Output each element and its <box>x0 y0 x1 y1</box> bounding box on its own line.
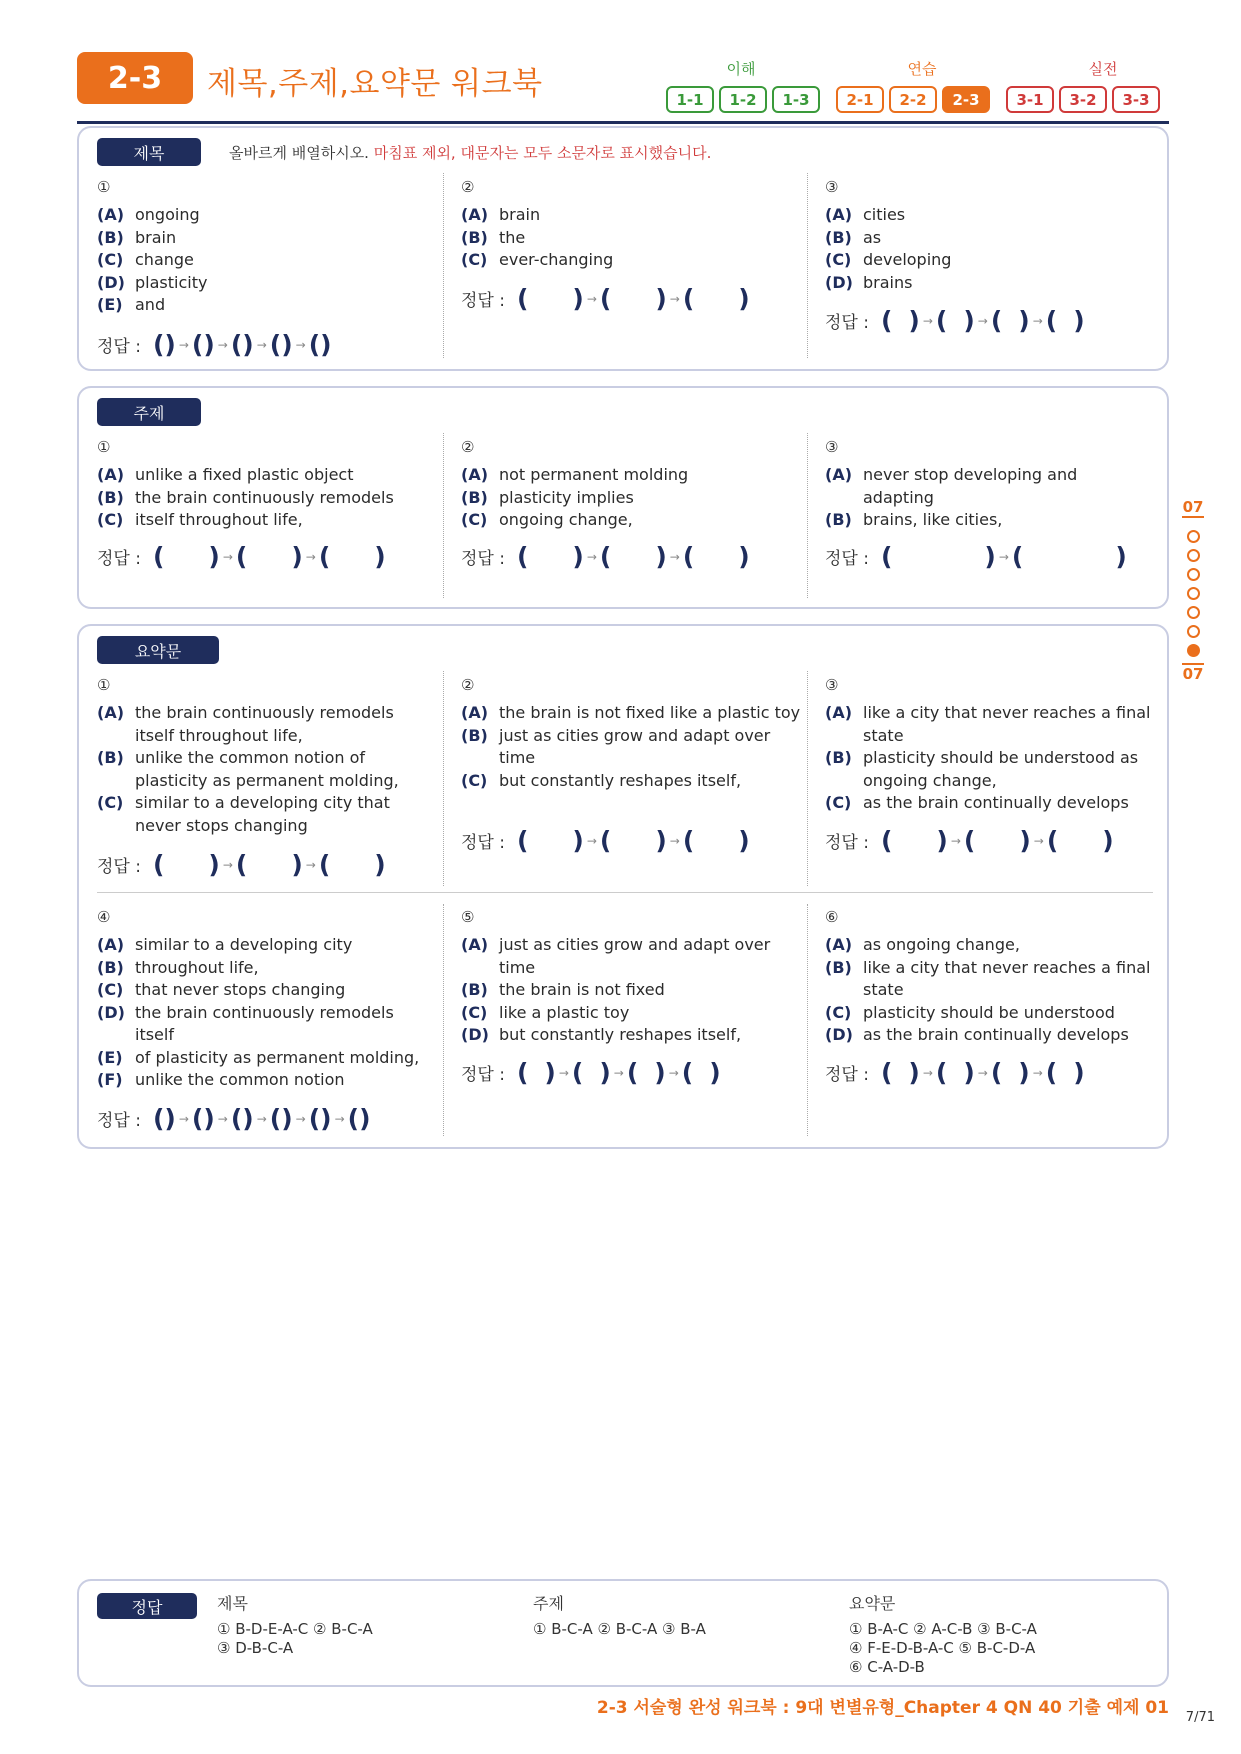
row-separator <box>97 892 1153 893</box>
answer-key-title: 제목 ① B-D-E-A-C ② B-C-A ③ D-B-C-A <box>217 1594 373 1657</box>
option-text: itself throughout life, <box>135 510 303 529</box>
option-item <box>97 792 437 837</box>
option-text: as the brain continually develops <box>863 793 1129 812</box>
option-text: of plasticity as permanent molding, <box>135 1047 420 1067</box>
option-item <box>97 227 437 250</box>
progress-dot <box>1187 587 1200 600</box>
progress-dot <box>1187 549 1200 562</box>
column-divider <box>443 433 444 598</box>
option-item <box>461 1002 801 1025</box>
column-divider <box>443 904 444 1136</box>
option-label: (D) <box>97 272 125 292</box>
option-text: like a city that never reaches a final state <box>863 957 1151 999</box>
answer-row[interactable]: 정답 : ( ) → ( ) → ( ) <box>97 850 386 879</box>
option-item <box>461 249 801 272</box>
option-text: the brain continuously remodels itself throughout life, <box>135 703 394 745</box>
option-text: the brain continuously remodels itself <box>135 1002 394 1044</box>
option-item <box>825 792 1155 815</box>
step-1-1[interactable]: 1-1 <box>666 86 714 113</box>
answer-key-tag: 정답 <box>97 1593 197 1619</box>
option-text: brain <box>135 227 177 247</box>
option-item <box>825 509 1145 532</box>
summary-q3: ③ (A) like a city that never reaches a final state (B) plasticity should be understood as ongoing change, (C) as the brain continually develops <box>825 676 1155 815</box>
option-label: (A) <box>461 465 489 484</box>
option-text: plasticity should be understood as ongoing change, <box>863 748 1139 790</box>
option-text: brains <box>863 272 913 292</box>
option-text: developing <box>863 250 952 269</box>
answer-row[interactable]: 정답 : ( ) → ( ) <box>825 542 1127 571</box>
option-text: unlike the common notion of plasticity as permanent molding, <box>135 748 399 790</box>
option-text: brains, like cities, <box>863 510 1003 529</box>
option-text: plasticity should be understood <box>863 1002 1115 1022</box>
option-item <box>461 509 801 532</box>
theme-q3: ③ (A) never stop developing and adapting (B) brains, like cities, <box>825 438 1145 532</box>
theme-section <box>77 386 1169 609</box>
option-item <box>97 979 437 1002</box>
option-label: (B) <box>825 748 852 767</box>
group-label-practice: 연습 <box>907 60 937 78</box>
option-label: (D) <box>825 1025 853 1044</box>
step-3-2[interactable]: 3-2 <box>1059 86 1107 113</box>
side-page-bottom: 07 <box>1182 665 1204 683</box>
title-q2: ② (A) brain (B) the (C) ever-changing <box>461 178 801 272</box>
option-item <box>97 204 437 227</box>
footer-title: 2-3 서술형 완성 워크북 : 9대 변별유형_Chapter 4 QN 40 기출 예제 01 <box>596 1698 1169 1718</box>
section-tag-summary: 요약문 <box>97 636 219 664</box>
option-label: (B) <box>97 227 124 247</box>
lesson-badge: 2-3 <box>77 52 193 104</box>
progress-dot-active <box>1187 644 1200 657</box>
option-label: (D) <box>825 272 853 292</box>
option-label: (C) <box>461 510 488 529</box>
summary-q1: ① (A) the brain continuously remodels itself throughout life, (B) unlike the common notion of plasticity as permanent molding, (C) similar to a developing city that never stops changing <box>97 676 437 837</box>
option-text: unlike the common notion <box>135 1070 345 1089</box>
option-text: similar to a developing city <box>135 935 353 954</box>
page-number: 7/71 <box>1185 1710 1215 1725</box>
step-1-2[interactable]: 1-2 <box>719 86 767 113</box>
option-label: (B) <box>97 957 124 977</box>
option-text: and <box>135 295 166 314</box>
answer-row[interactable]: 정답 : ( ) → ( ) → ( ) → ( ) → ( ) → ( ) <box>97 1104 371 1133</box>
option-label: (C) <box>461 1002 488 1022</box>
option-label: (A) <box>461 935 489 954</box>
step-2-3[interactable]: 2-3 <box>942 86 990 113</box>
option-item <box>97 249 437 272</box>
answer-key <box>77 1579 1169 1687</box>
option-label: (E) <box>97 1047 123 1067</box>
section-tag-title: 제목 <box>97 138 201 166</box>
option-label: (B) <box>825 957 852 977</box>
header-rule <box>77 121 1169 124</box>
option-text: like a plastic toy <box>499 1002 630 1022</box>
answer-key-summary: 요약문 ① B-A-C ② A-C-B ③ B-C-A ④ F-E-D-B-A-C ⑤ B-C-D-A ⑥ C-A-D-B <box>849 1594 1037 1676</box>
option-label: (C) <box>825 250 852 269</box>
option-item <box>461 702 801 725</box>
page-title: 제목,주제,요약문 워크북 <box>207 66 543 102</box>
option-label: (C) <box>97 793 124 812</box>
section-tag-theme: 주제 <box>97 398 201 426</box>
answer-row[interactable]: 정답 : ( ) → ( ) → ( ) <box>461 284 750 313</box>
option-label: (A) <box>461 205 489 224</box>
side-page-top: 07 <box>1182 498 1204 516</box>
option-item <box>825 204 1165 227</box>
progress-dot <box>1187 606 1200 619</box>
option-text: ongoing <box>135 205 200 224</box>
option-item <box>97 747 437 792</box>
column-divider <box>807 173 808 358</box>
option-item <box>461 204 801 227</box>
option-item <box>97 702 437 747</box>
answer-row[interactable]: 정답 : ( ) → ( ) → ( ) → ( ) <box>825 1058 1085 1087</box>
option-text: brain <box>499 205 541 224</box>
option-text: the brain is not fixed <box>499 980 665 999</box>
answer-key-theme: 주제 ① B-C-A ② B-C-A ③ B-A <box>533 1594 706 1638</box>
option-label: (B) <box>461 227 488 247</box>
answer-row[interactable]: 정답 : ( ) → ( ) → ( ) → ( ) → ( ) <box>97 330 332 359</box>
option-text: just as cities grow and adapt over time <box>499 725 771 767</box>
option-label: (A) <box>825 205 853 224</box>
option-label: (A) <box>97 935 125 954</box>
option-label: (B) <box>825 510 852 529</box>
option-label: (F) <box>97 1070 123 1089</box>
answer-row[interactable]: 정답 : ( ) → ( ) → ( ) <box>825 826 1114 855</box>
option-item <box>825 464 1145 509</box>
group-label-understand: 이해 <box>726 60 756 78</box>
option-item <box>97 1069 437 1092</box>
option-item <box>461 934 801 979</box>
option-text: as ongoing change, <box>863 935 1020 954</box>
answer-row[interactable]: 정답 : ( ) → ( ) → ( ) → ( ) <box>461 1058 721 1087</box>
step-1-3[interactable]: 1-3 <box>772 86 820 113</box>
option-text: never stop developing and adapting <box>863 465 1078 507</box>
option-label: (A) <box>97 703 125 722</box>
option-item <box>461 487 801 510</box>
option-label: (B) <box>97 487 124 507</box>
option-item <box>97 1002 437 1047</box>
option-text: the <box>499 227 526 247</box>
column-divider <box>807 433 808 598</box>
option-item <box>97 509 437 532</box>
step-2-1[interactable]: 2-1 <box>836 86 884 113</box>
option-item <box>461 1024 801 1047</box>
option-label: (C) <box>825 1002 852 1022</box>
option-item <box>461 979 801 1002</box>
option-item <box>97 957 437 980</box>
option-text: not permanent molding <box>499 465 689 484</box>
summary-section <box>77 624 1169 1149</box>
progress-dot <box>1187 625 1200 638</box>
progress-dot <box>1187 568 1200 581</box>
option-text: plasticity <box>135 272 208 292</box>
option-label: (B) <box>461 487 488 507</box>
option-label: (E) <box>97 295 123 314</box>
option-label: (A) <box>825 935 853 954</box>
option-text: just as cities grow and adapt over time <box>499 935 771 977</box>
option-item <box>97 294 437 317</box>
option-item <box>825 957 1155 1002</box>
option-text: that never stops changing <box>135 980 346 999</box>
option-item <box>461 227 801 250</box>
column-divider <box>807 904 808 1136</box>
answer-row[interactable]: 정답 : ( ) → ( ) → ( ) <box>461 542 750 571</box>
option-item <box>825 272 1165 295</box>
option-text: unlike a fixed plastic object <box>135 465 354 484</box>
option-label: (D) <box>97 1002 125 1022</box>
option-text: ever-changing <box>499 250 614 269</box>
theme-q2: ② (A) not permanent molding (B) plasticity implies (C) ongoing change, <box>461 438 801 532</box>
option-text: but constantly reshapes itself, <box>499 1025 742 1044</box>
option-label: (A) <box>825 465 853 484</box>
option-item <box>825 934 1155 957</box>
option-text: the brain continuously remodels <box>135 487 394 507</box>
group-label-real: 실전 <box>1088 60 1118 78</box>
option-label: (C) <box>825 793 852 812</box>
option-label: (C) <box>461 770 488 790</box>
option-item <box>97 1047 437 1070</box>
option-item <box>97 272 437 295</box>
summary-q2: ② (A) the brain is not fixed like a plastic toy (B) just as cities grow and adapt over time (C) but constantly reshapes itself, <box>461 676 801 792</box>
page-side-tab <box>1182 498 1204 683</box>
option-label: (B) <box>825 227 852 247</box>
option-label: (C) <box>461 250 488 269</box>
answer-row[interactable]: 정답 : ( ) → ( ) → ( ) → ( ) <box>825 306 1085 335</box>
answer-row[interactable]: 정답 : ( ) → ( ) → ( ) <box>97 542 386 571</box>
option-text: as <box>863 227 882 247</box>
option-text: plasticity implies <box>499 487 634 507</box>
option-item <box>825 702 1155 747</box>
option-text: change <box>135 250 194 269</box>
answer-row[interactable]: 정답 : ( ) → ( ) → ( ) <box>461 826 750 855</box>
option-text: but constantly reshapes itself, <box>499 770 742 790</box>
option-label: (D) <box>461 1025 489 1044</box>
step-2-2[interactable]: 2-2 <box>889 86 937 113</box>
option-label: (C) <box>97 510 124 529</box>
option-text: as the brain continually develops <box>863 1025 1129 1044</box>
column-divider <box>807 671 808 886</box>
instruction: 올바르게 배열하시오. 마침표 제외, 대문자는 모두 소문자로 표시했습니다. <box>229 144 712 162</box>
option-item <box>461 464 801 487</box>
option-item <box>97 487 437 510</box>
option-text: throughout life, <box>135 957 259 977</box>
column-divider <box>443 173 444 358</box>
option-label: (A) <box>461 703 489 722</box>
column-divider <box>443 671 444 886</box>
title-section <box>77 126 1169 371</box>
option-text: ongoing change, <box>499 510 633 529</box>
option-item <box>97 934 437 957</box>
theme-q1: ① (A) unlike a fixed plastic object (B) the brain continuously remodels (C) itself throughout life, <box>97 438 437 532</box>
option-label: (A) <box>97 465 125 484</box>
option-item <box>461 770 801 793</box>
option-label: (B) <box>461 725 488 745</box>
option-label: (C) <box>97 980 124 999</box>
option-label: (A) <box>97 205 125 224</box>
option-item <box>97 464 437 487</box>
progress-dot <box>1187 530 1200 543</box>
option-item <box>825 249 1165 272</box>
option-text: the brain is not fixed like a plastic toy <box>499 703 801 722</box>
option-label: (B) <box>97 748 124 767</box>
option-item <box>461 725 801 770</box>
step-3-3[interactable]: 3-3 <box>1112 86 1160 113</box>
option-item <box>825 227 1165 250</box>
option-text: cities <box>863 205 906 224</box>
option-item <box>825 1002 1155 1025</box>
summary-q6: ⑥ (A) as ongoing change, (B) like a city that never reaches a final state (C) plasticity should be understood (D) as the brain continually develops <box>825 908 1155 1047</box>
option-text: similar to a developing city that never stops changing <box>135 793 390 835</box>
option-item <box>825 1024 1155 1047</box>
summary-q4: ④ (A) similar to a developing city (B) throughout life, (C) that never stops changing (D) the brain continuously remodels itself (E) of plasticity as permanent molding, (F) unlike the common notion <box>97 908 437 1092</box>
option-label: (A) <box>825 703 853 722</box>
title-q3: ③ (A) cities (B) as (C) developing (D) brains <box>825 178 1165 294</box>
option-label: (B) <box>461 980 488 999</box>
option-item <box>825 747 1155 792</box>
option-text: like a city that never reaches a final state <box>863 703 1151 745</box>
option-label: (C) <box>97 250 124 269</box>
summary-q5: ⑤ (A) just as cities grow and adapt over time (B) the brain is not fixed (C) like a plastic toy (D) but constantly reshapes itself, <box>461 908 801 1047</box>
step-3-1[interactable]: 3-1 <box>1006 86 1054 113</box>
title-q1: ① (A) ongoing (B) brain (C) change (D) plasticity (E) and <box>97 178 437 317</box>
